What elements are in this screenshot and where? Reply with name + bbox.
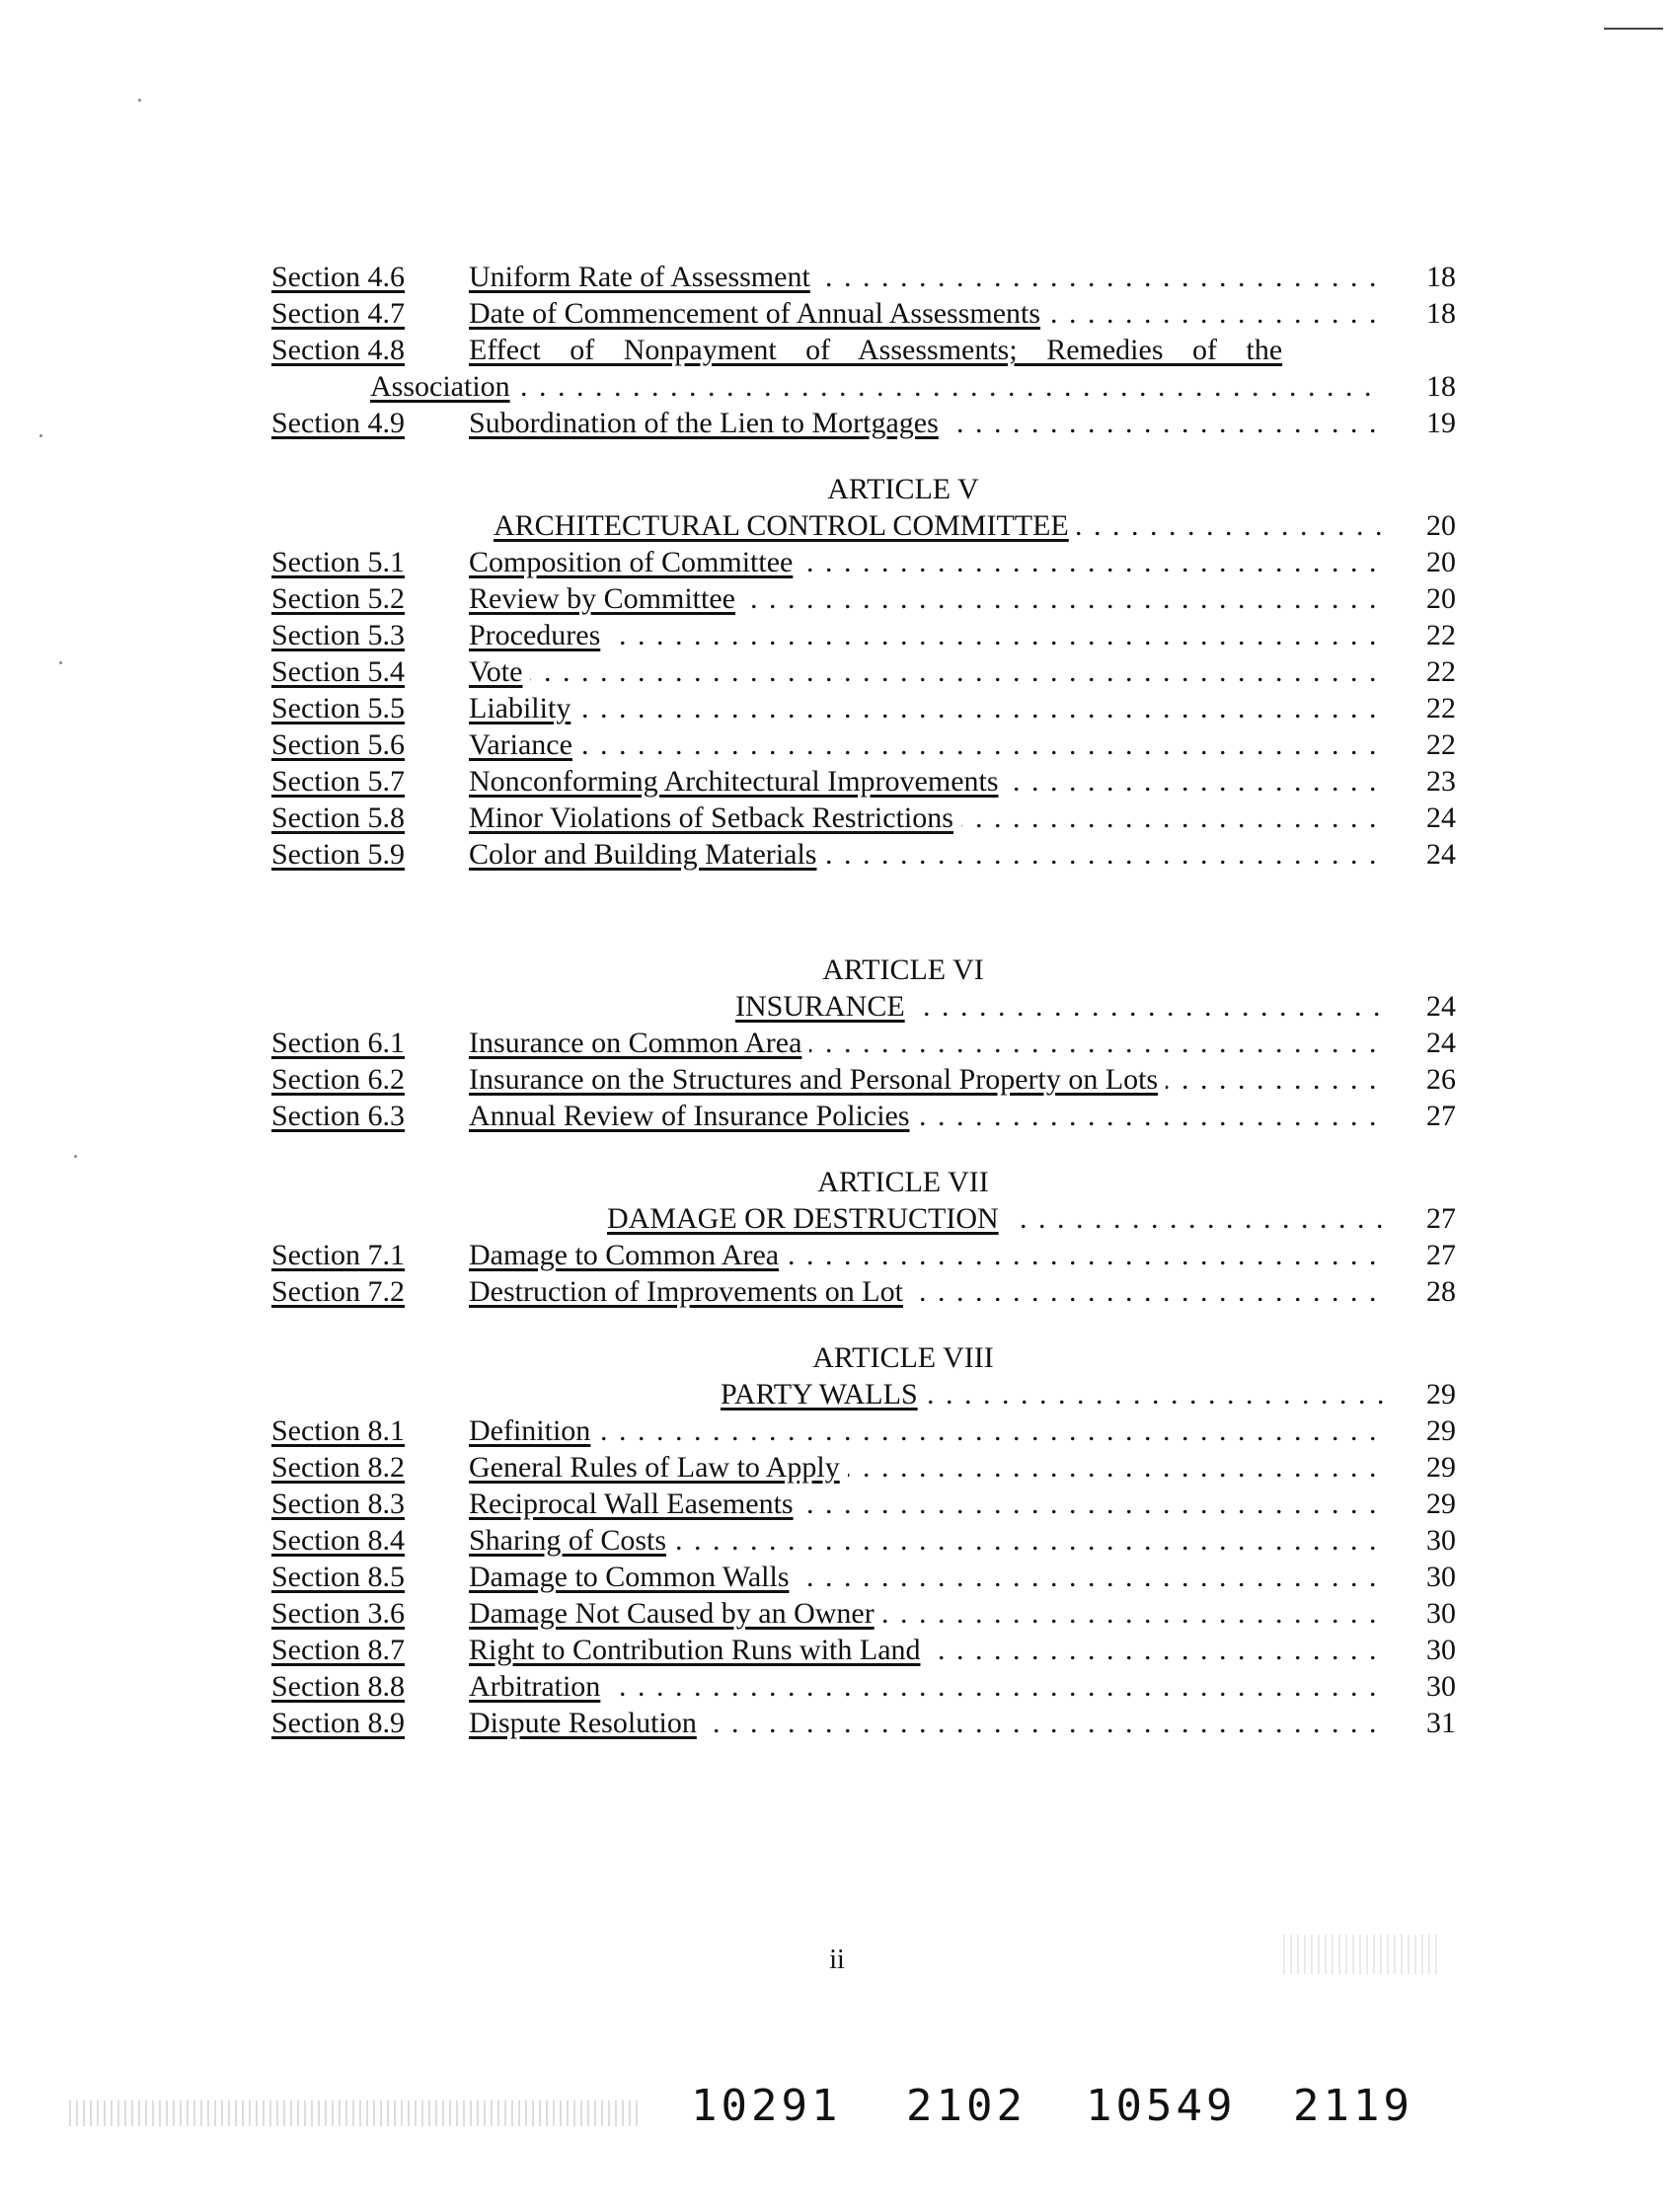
section-title-continuation[interactable]: Association (370, 370, 518, 403)
toc-entry[interactable] (271, 295, 1456, 332)
section-number[interactable]: Section 6.3 (271, 1100, 405, 1132)
section-page-number: 27 (1426, 1239, 1456, 1271)
section-number[interactable]: Section 4.6 (271, 261, 405, 293)
section-number[interactable]: Section 5.8 (271, 801, 405, 834)
section-page-number: 20 (1426, 546, 1456, 578)
section-page-number: 24 (1426, 801, 1456, 834)
section-number[interactable]: Section 8.1 (271, 1414, 405, 1447)
bates-number-4: 2119 (1293, 2081, 1413, 2131)
section-title[interactable]: Insurance on Common Area (469, 1027, 809, 1059)
toc-entry[interactable] (271, 1559, 1456, 1595)
article-title[interactable]: INSURANCE (735, 990, 913, 1023)
toc-entry[interactable] (271, 1025, 1456, 1061)
article-title[interactable]: PARTY WALLS (721, 1378, 926, 1411)
spacer (271, 441, 1456, 471)
toc-entry[interactable] (271, 726, 1456, 763)
toc-entry[interactable] (271, 1061, 1456, 1098)
toc-entry[interactable] (271, 653, 1456, 690)
toc-entry[interactable] (271, 836, 1456, 873)
section-title[interactable]: Insurance on the Structures and Personal Property on Lots (469, 1063, 1166, 1096)
toc-entry[interactable] (271, 332, 1456, 368)
scan-speck (138, 99, 141, 102)
section-page-number: 23 (1426, 765, 1456, 798)
section-page-number: 18 (1426, 370, 1456, 403)
scan-noise (1283, 1935, 1441, 1974)
article-title-row (271, 1200, 1456, 1237)
section-number[interactable]: Section 5.2 (271, 582, 405, 615)
section-number[interactable]: Section 5.7 (271, 765, 405, 798)
section-page-number: 30 (1426, 1670, 1456, 1703)
section-number[interactable]: Section 6.1 (271, 1027, 405, 1059)
article-page-number: 29 (1426, 1378, 1456, 1411)
scan-noise (69, 2100, 642, 2126)
section-page-number: 18 (1426, 297, 1456, 330)
section-title[interactable]: Review by Committee (469, 582, 743, 615)
section-page-number: 20 (1426, 582, 1456, 615)
toc-entry[interactable] (271, 1449, 1456, 1486)
toc-entry-continuation[interactable] (271, 368, 1456, 405)
section-page-number: 29 (1426, 1451, 1456, 1484)
toc-entry[interactable] (271, 1705, 1456, 1741)
section-number[interactable]: Section 7.1 (271, 1239, 405, 1271)
section-title[interactable]: General Rules of Law to Apply (469, 1451, 848, 1484)
article-page-number: 20 (1426, 509, 1456, 542)
section-page-number: 24 (1426, 838, 1456, 871)
bates-number-3: 10549 (1086, 2081, 1237, 2131)
section-number[interactable]: Section 5.4 (271, 655, 405, 688)
toc-entry[interactable] (271, 1098, 1456, 1134)
section-page-number: 29 (1426, 1414, 1456, 1447)
article-title[interactable]: DAMAGE OR DESTRUCTION (607, 1202, 1007, 1235)
scan-speck (59, 661, 62, 664)
section-title[interactable]: Uniform Rate of Assessment (469, 261, 818, 293)
bates-number-1: 10291 (691, 2081, 842, 2131)
section-title[interactable]: Liability (469, 692, 578, 725)
article-heading: ARTICLE V (827, 473, 979, 505)
section-title[interactable]: Date of Commencement of Annual Assessments (469, 297, 1048, 330)
section-number[interactable]: Section 8.4 (271, 1524, 405, 1557)
section-page-number: 24 (1426, 1027, 1456, 1059)
article-title-row (271, 1376, 1456, 1412)
section-page-number: 22 (1426, 655, 1456, 688)
scan-mark (1604, 28, 1663, 30)
section-title[interactable]: Nonconforming Architectural Improvements (469, 765, 1007, 798)
section-page-number: 22 (1426, 728, 1456, 761)
toc-entry[interactable] (271, 580, 1456, 617)
page-number: ii (829, 1945, 845, 1975)
section-title[interactable]: Damage Not Caused by an Owner (469, 1597, 882, 1630)
article-title[interactable]: ARCHITECTURAL CONTROL COMMITTEE (494, 509, 1077, 542)
article-page-number: 24 (1426, 990, 1456, 1023)
section-title[interactable]: Variance (469, 728, 580, 761)
toc-entry[interactable] (271, 1237, 1456, 1273)
toc-entry[interactable] (271, 763, 1456, 800)
section-number[interactable]: Section 3.6 (271, 1597, 405, 1630)
section-number[interactable]: Section 5.1 (271, 546, 405, 578)
section-number[interactable]: Section 6.2 (271, 1063, 405, 1096)
scan-speck (74, 1155, 77, 1158)
toc-entry[interactable] (271, 690, 1456, 726)
bates-number-2: 2102 (906, 2081, 1027, 2131)
section-title[interactable]: Effect of Nonpayment of Assessments; Remedies of the (469, 334, 1283, 366)
section-page-number: 28 (1426, 1275, 1456, 1308)
section-title[interactable]: Destruction of Improvements on Lot (469, 1275, 911, 1308)
section-title[interactable]: Procedures (469, 619, 608, 651)
toc-entry[interactable] (271, 1412, 1456, 1449)
toc-entry[interactable] (271, 1273, 1456, 1310)
section-number[interactable]: Section 5.5 (271, 692, 405, 725)
toc-entry[interactable] (271, 1595, 1456, 1632)
section-title[interactable]: Damage to Common Area (469, 1239, 787, 1271)
section-page-number: 29 (1426, 1487, 1456, 1520)
article-heading: ARTICLE VII (817, 1166, 989, 1198)
section-title[interactable]: Color and Building Materials (469, 838, 824, 871)
section-number[interactable]: Section 5.6 (271, 728, 405, 761)
section-number[interactable]: Section 5.9 (271, 838, 405, 871)
section-title[interactable]: Arbitration (469, 1670, 608, 1703)
section-number[interactable]: Section 7.2 (271, 1275, 405, 1308)
section-page-number: 19 (1426, 407, 1456, 439)
section-number[interactable]: Section 8.2 (271, 1451, 405, 1484)
section-number[interactable]: Section 8.5 (271, 1561, 405, 1593)
section-page-number: 31 (1426, 1707, 1456, 1739)
toc-entry[interactable] (271, 405, 1456, 441)
section-page-number: 22 (1426, 619, 1456, 651)
toc-entry[interactable] (271, 544, 1456, 580)
section-title[interactable]: Vote (469, 655, 530, 688)
section-page-number: 30 (1426, 1597, 1456, 1630)
spacer (271, 1134, 1456, 1164)
section-title[interactable]: Minor Violations of Setback Restrictions (469, 801, 961, 834)
spacer (271, 1310, 1456, 1339)
section-number[interactable]: Section 8.7 (271, 1634, 405, 1666)
section-page-number: 26 (1426, 1063, 1456, 1096)
article-page-number: 27 (1426, 1202, 1456, 1235)
toc-entry[interactable] (271, 259, 1456, 295)
article-title-row (271, 507, 1456, 544)
section-page-number: 22 (1426, 692, 1456, 725)
scan-speck (39, 434, 42, 437)
section-title[interactable]: Damage to Common Walls (469, 1561, 798, 1593)
section-title[interactable]: Reciprocal Wall Easements (469, 1487, 801, 1520)
table-of-contents (271, 259, 1456, 1741)
section-title[interactable]: Dispute Resolution (469, 1707, 705, 1739)
section-page-number: 27 (1426, 1100, 1456, 1132)
section-number[interactable]: Section 4.8 (271, 334, 405, 366)
article-heading: ARTICLE VIII (812, 1341, 994, 1374)
section-number[interactable]: Section 8.9 (271, 1707, 405, 1739)
toc-entry[interactable] (271, 617, 1456, 653)
section-number[interactable]: Section 8.3 (271, 1487, 405, 1520)
section-page-number: 18 (1426, 261, 1456, 293)
toc-entry[interactable] (271, 1522, 1456, 1559)
section-number[interactable]: Section 8.8 (271, 1670, 405, 1703)
toc-entry[interactable] (271, 1486, 1456, 1522)
section-title[interactable]: Subordination of the Lien to Mortgages (469, 407, 947, 439)
section-title[interactable]: Annual Review of Insurance Policies (469, 1100, 918, 1132)
section-number[interactable]: Section 4.7 (271, 297, 405, 330)
article-heading: ARTICLE VI (822, 953, 984, 986)
toc-entry[interactable] (271, 1632, 1456, 1668)
spacer (271, 873, 1456, 952)
section-title[interactable]: Composition of Committee (469, 546, 800, 578)
section-title[interactable]: Definition (469, 1414, 598, 1447)
section-page-number: 30 (1426, 1634, 1456, 1666)
section-number[interactable]: Section 4.9 (271, 407, 405, 439)
section-page-number: 30 (1426, 1524, 1456, 1557)
section-title[interactable]: Right to Contribution Runs with Land (469, 1634, 929, 1666)
article-title-row (271, 988, 1456, 1025)
section-title[interactable]: Sharing of Costs (469, 1524, 674, 1557)
section-number[interactable]: Section 5.3 (271, 619, 405, 651)
toc-entry[interactable] (271, 800, 1456, 836)
toc-entry[interactable] (271, 1668, 1456, 1705)
section-page-number: 30 (1426, 1561, 1456, 1593)
